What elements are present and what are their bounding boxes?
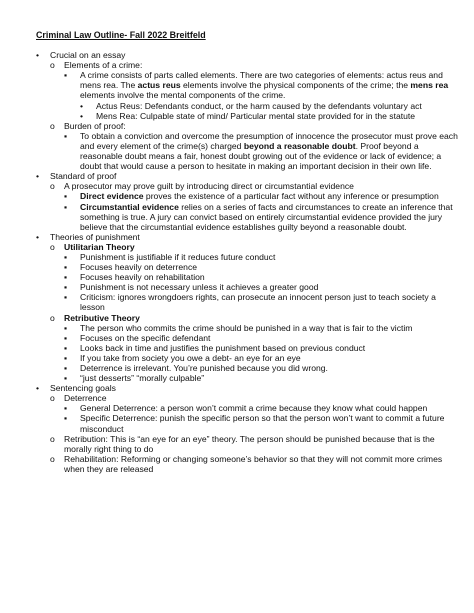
square-bullet-icon: ▪ bbox=[64, 272, 68, 283]
rehabilitation-text: Rehabilitation: Reforming or changing someone’s behavior so that they will not commit more crimes when they are released bbox=[64, 453, 443, 474]
list-item bbox=[64, 403, 460, 413]
list-item bbox=[50, 434, 460, 454]
bullet-icon: • bbox=[80, 110, 84, 121]
square-bullet-icon: ▪ bbox=[64, 130, 68, 141]
list-item bbox=[64, 373, 460, 383]
square-bullet-icon: ▪ bbox=[64, 403, 68, 414]
elements-heading: Elements of a crime: bbox=[64, 60, 143, 71]
elements-text: A crime consists of parts called elements. There are two categories of elements: actus reus and mens rea. The actus reus elements involve the physical components of the crime; the mens rea elements involve the mental components of the crime. bbox=[80, 70, 449, 101]
list-item bbox=[50, 121, 460, 131]
utilitarian-item: Focuses heavily on deterrence bbox=[80, 262, 198, 273]
retributive-item: Focuses on the specific defendant bbox=[80, 332, 211, 343]
retributive-item: The person who commits the crime should be punished in a way that is fair to the victim bbox=[80, 322, 413, 333]
list-item bbox=[64, 343, 460, 353]
specific-deterrence-text: Specific Deterrence: punish the specific person so that the person won’t want to commit a future misconduct bbox=[80, 413, 445, 434]
bullet-icon: • bbox=[36, 50, 40, 61]
list-item bbox=[64, 282, 460, 292]
circle-bullet-icon: o bbox=[50, 60, 55, 71]
list-item bbox=[50, 454, 460, 474]
circle-bullet-icon: o bbox=[50, 453, 55, 464]
circle-bullet-icon: o bbox=[50, 181, 55, 192]
square-bullet-icon: ▪ bbox=[64, 262, 68, 273]
list-item bbox=[64, 333, 460, 343]
square-bullet-icon: ▪ bbox=[64, 342, 68, 353]
mens-rea-text: Mens Rea: Culpable state of mind/ Particular mental state provided for in the statute bbox=[96, 110, 416, 121]
square-bullet-icon: ▪ bbox=[64, 373, 68, 384]
list-item bbox=[80, 111, 460, 121]
utilitarian-item: Punishment is not necessary unless it achieves a greater good bbox=[80, 282, 319, 293]
list-item bbox=[50, 393, 460, 403]
circle-bullet-icon: o bbox=[50, 120, 55, 131]
list-item bbox=[64, 191, 460, 201]
general-deterrence-text: General Deterrence: a person won’t commit a crime because they know what could happen bbox=[80, 403, 428, 414]
list-item bbox=[36, 50, 460, 60]
standard-heading: Standard of proof bbox=[50, 171, 117, 182]
retributive-heading: Retributive Theory bbox=[64, 312, 140, 323]
square-bullet-icon: ▪ bbox=[64, 352, 68, 363]
square-bullet-icon: ▪ bbox=[64, 70, 68, 81]
burden-text: To obtain a conviction and overcome the presumption of innocence the prosecutor must prove each and every element of the crime(s) charged beyond a reasonable doubt. Proof beyond a reasonable doubt means a fair, honest doubt growing out of the evidence or lack of evidence; a doubt that would cause a person to hesitate in making an important decision in their own life. bbox=[80, 130, 458, 172]
square-bullet-icon: ▪ bbox=[64, 413, 68, 424]
list-item bbox=[64, 262, 460, 272]
list-item bbox=[50, 181, 460, 191]
utilitarian-item: Criticism: ignores wrongdoers rights, can prosecute an innocent person just to teach society a lesson bbox=[80, 292, 436, 313]
retributive-item: “just desserts” “morally culpable” bbox=[80, 373, 205, 384]
square-bullet-icon: ▪ bbox=[64, 191, 68, 202]
retributive-item: If you take from society you owe a debt- an eye for an eye bbox=[80, 352, 301, 363]
utilitarian-item: Punishment is justifiable if it reduces future conduct bbox=[80, 251, 276, 262]
list-item bbox=[64, 353, 460, 363]
list-item bbox=[36, 383, 460, 393]
list-item bbox=[64, 202, 460, 232]
list-item bbox=[64, 272, 460, 282]
list-item bbox=[64, 413, 460, 433]
utilitarian-heading: Utilitarian Theory bbox=[64, 241, 135, 252]
square-bullet-icon: ▪ bbox=[64, 363, 68, 373]
square-bullet-icon: ▪ bbox=[64, 332, 68, 343]
bullet-icon: • bbox=[36, 383, 40, 394]
document-title: Criminal Law Outline- Fall 2022 Breitfeld bbox=[36, 30, 206, 40]
essay-heading: Crucial on an essay bbox=[50, 50, 126, 61]
square-bullet-icon: ▪ bbox=[64, 282, 68, 293]
direct-evidence-text: Direct evidence proves the existence of a particular fact without any inference or presumption bbox=[80, 191, 439, 202]
circle-bullet-icon: o bbox=[50, 312, 55, 323]
list-item bbox=[64, 323, 460, 333]
list-item bbox=[50, 242, 460, 252]
list-item bbox=[64, 292, 460, 312]
burden-heading: Burden of proof: bbox=[64, 120, 126, 131]
actus-reus-text: Actus Reus: Defendants conduct, or the harm caused by the defendants voluntary act bbox=[96, 100, 422, 111]
circle-bullet-icon: o bbox=[50, 433, 55, 444]
list-item bbox=[50, 313, 460, 323]
utilitarian-item: Focuses heavily on rehabilitation bbox=[80, 272, 205, 283]
retributive-item: Looks back in time and justifies the punishment based on previous conduct bbox=[80, 342, 366, 353]
square-bullet-icon: ▪ bbox=[64, 251, 68, 262]
retribution-text: Retribution: This is “an eye for an eye” theory. The person should be punished because that is the morally right thing to do bbox=[64, 433, 435, 454]
theories-heading: Theories of punishment bbox=[50, 231, 140, 242]
circle-bullet-icon: o bbox=[50, 241, 55, 252]
list-item bbox=[64, 252, 460, 262]
square-bullet-icon: ▪ bbox=[64, 322, 68, 333]
sentencing-heading: Sentencing goals bbox=[50, 383, 116, 394]
list-item bbox=[50, 60, 460, 70]
standard-intro: A prosecutor may prove guilt by introducing direct or circumstantial evidence bbox=[64, 181, 354, 192]
bullet-icon: • bbox=[36, 231, 40, 242]
bullet-icon: • bbox=[80, 100, 84, 111]
circumstantial-evidence-text: Circumstantial evidence relies on a series of facts and circumstances to create an inference that something is true. A jury can convict based on entirely circumstantial evidence provided the jury believe that the circumstantial evidence establishes guilty beyond a reasonable doubt. bbox=[80, 201, 453, 232]
deterrence-heading: Deterrence bbox=[64, 393, 107, 404]
list-item bbox=[80, 101, 460, 111]
bullet-icon: • bbox=[36, 171, 40, 182]
list-item bbox=[64, 70, 460, 100]
list-item bbox=[64, 363, 460, 373]
list-item bbox=[64, 131, 460, 171]
circle-bullet-icon: o bbox=[50, 393, 55, 404]
list-item bbox=[36, 171, 460, 181]
list-item bbox=[36, 232, 460, 242]
square-bullet-icon: ▪ bbox=[64, 292, 68, 303]
retributive-item: Deterrence is irrelevant. You’re punished because you did wrong. bbox=[80, 363, 328, 373]
square-bullet-icon: ▪ bbox=[64, 201, 68, 212]
